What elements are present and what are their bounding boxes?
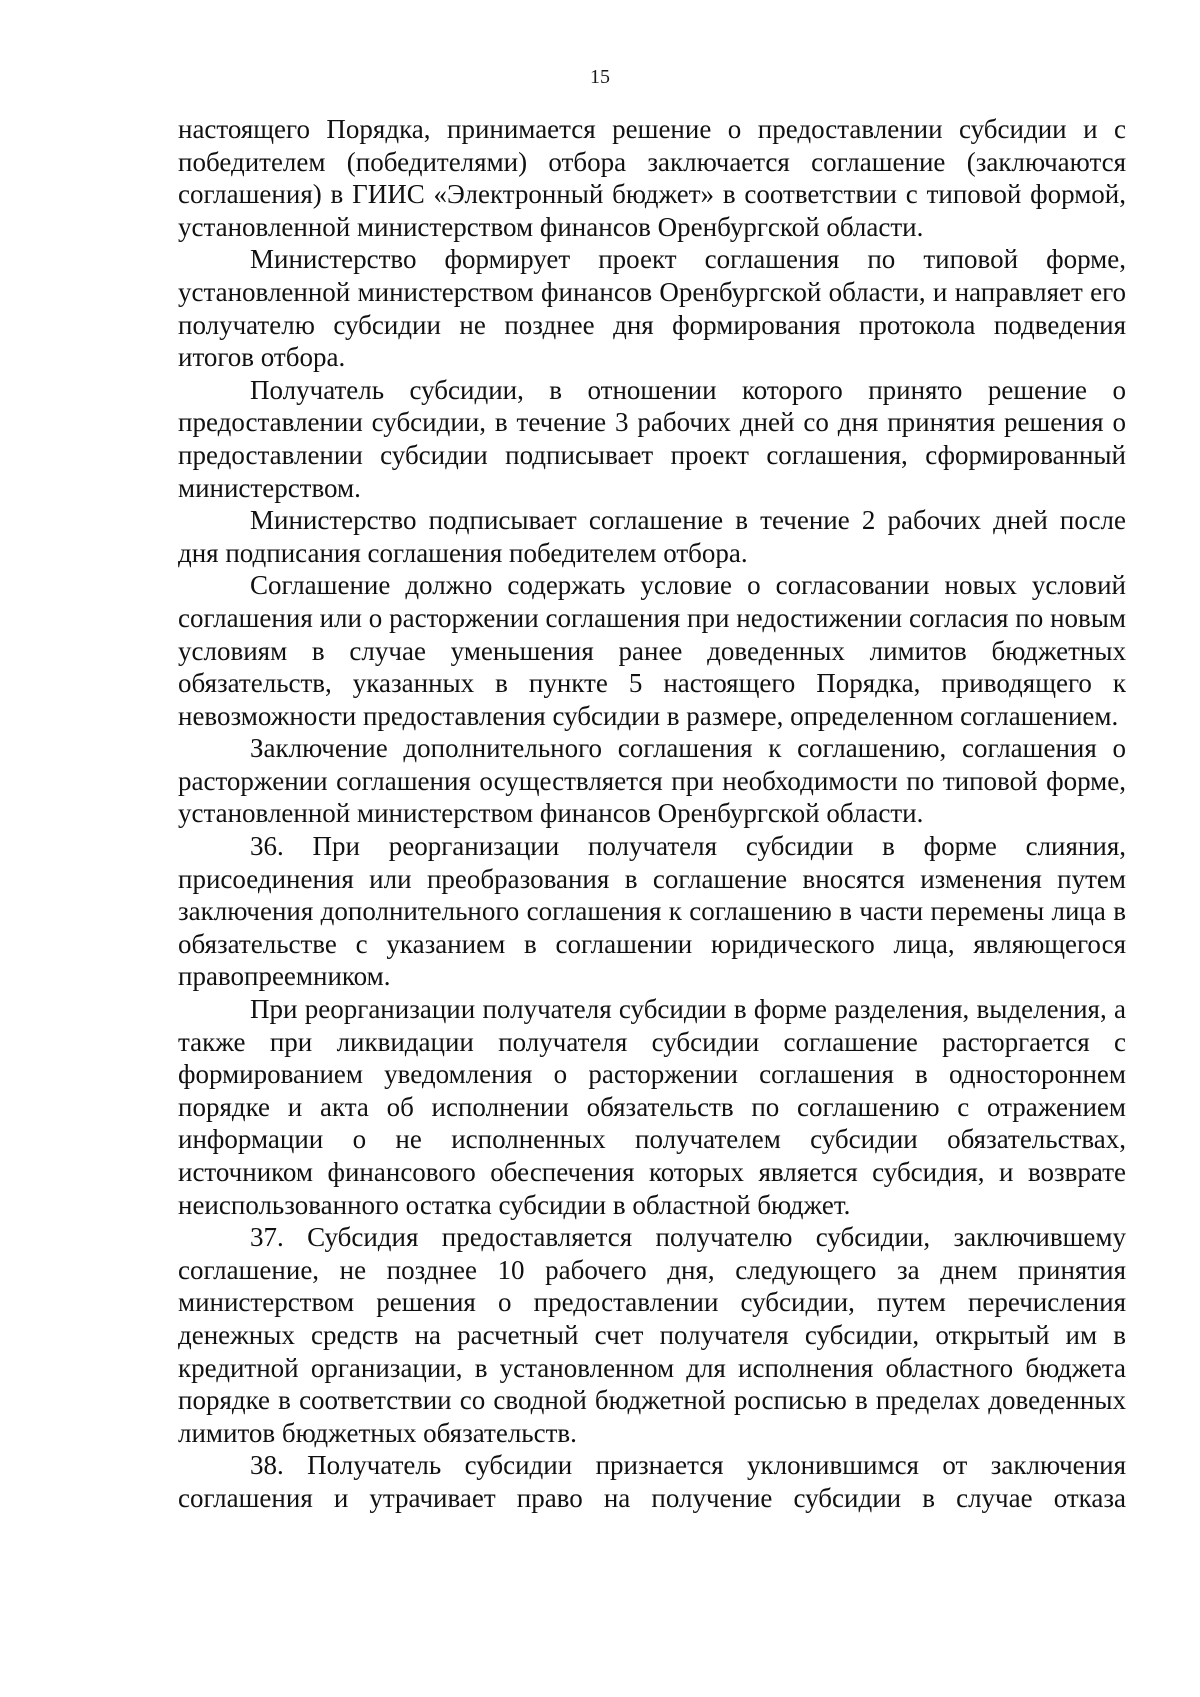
- paragraph: настоящего Порядка, принимается решение о предоставлении субсидии и с победителем (победителями) отбора заключается соглашение (заключаются соглашения) в ГИИС «Электронный бюджет» в соответствии с типовой формой, установленной министерством финансов Оренбургской области.: [178, 114, 1126, 242]
- page-number: 15: [590, 66, 610, 88]
- paragraph: Министерство формирует проект соглашения по типовой форме, установленной министерством финансов Оренбургской области, и направляет его получателю субсидии не позднее дня формирования протокола подведения итогов отбора.: [178, 244, 1126, 373]
- paragraph: При реорганизации получателя субсидии в форме разделения, выделения, а также при ликвидации получателя субсидии соглашение расторгается с формированием уведомления о расторжении соглашения в одностороннем порядке и акта об исполнении обязательств по соглашению с отражением информации о не исполненных получателем субсидии обязательствах, источником финансового обеспечения которых является субсидия, и возврате неиспользованного остатка субсидии в областной бюджет.: [178, 994, 1126, 1220]
- paragraph: Соглашение должно содержать условие о согласовании новых условий соглашения или о расторжении соглашения при недостижении согласия по новым условиям в случае уменьшения ранее доведенных лимитов бюджетных обязательств, указанных в пункте 5 настоящего Порядка, приводящего к невозможности предоставления субсидии в размере, определенном соглашением.: [178, 570, 1126, 731]
- paragraph: 36. При реорганизации получателя субсидии в форме слияния, присоединения или преобразования в соглашение вносятся изменения путем заключения дополнительного соглашения к соглашению в части перемены лица в обязательстве с указанием в соглашении юридического лица, являющегося правопреемником.: [178, 831, 1126, 992]
- paragraph: 38. Получатель субсидии признается уклонившимся от заключения соглашения и утрачивает право на получение субсидии в случае отказа: [178, 1450, 1126, 1513]
- paragraph: Министерство подписывает соглашение в течение 2 рабочих дней после дня подписания соглашения победителем отбора.: [178, 505, 1126, 568]
- paragraph: Получатель субсидии, в отношении которого принято решение о предоставлении субсидии, в течение 3 рабочих дней со дня принятия решения о предоставлении субсидии подписывает проект соглашения, сформированный министерством.: [178, 374, 1126, 503]
- paragraph: Заключение дополнительного соглашения к соглашению, соглашения о расторжении соглашения осуществляется при необходимости по типовой форме, установленной министерством финансов Оренбургской области.: [178, 733, 1126, 829]
- paragraph: 37. Субсидия предоставляется получателю субсидии, заключившему соглашение, не позднее 10 рабочего дня, следующего за днем принятия министерством решения о предоставлении субсидии, путем перечисления денежных средств на расчетный счет получателя субсидии, открытый им в кредитной организации, в установленном для исполнения областного бюджета порядке в соответствии со сводной бюджетной росписью в пределах доведенных лимитов бюджетных обязательств.: [178, 1222, 1126, 1448]
- document-body: [178, 113, 1126, 1515]
